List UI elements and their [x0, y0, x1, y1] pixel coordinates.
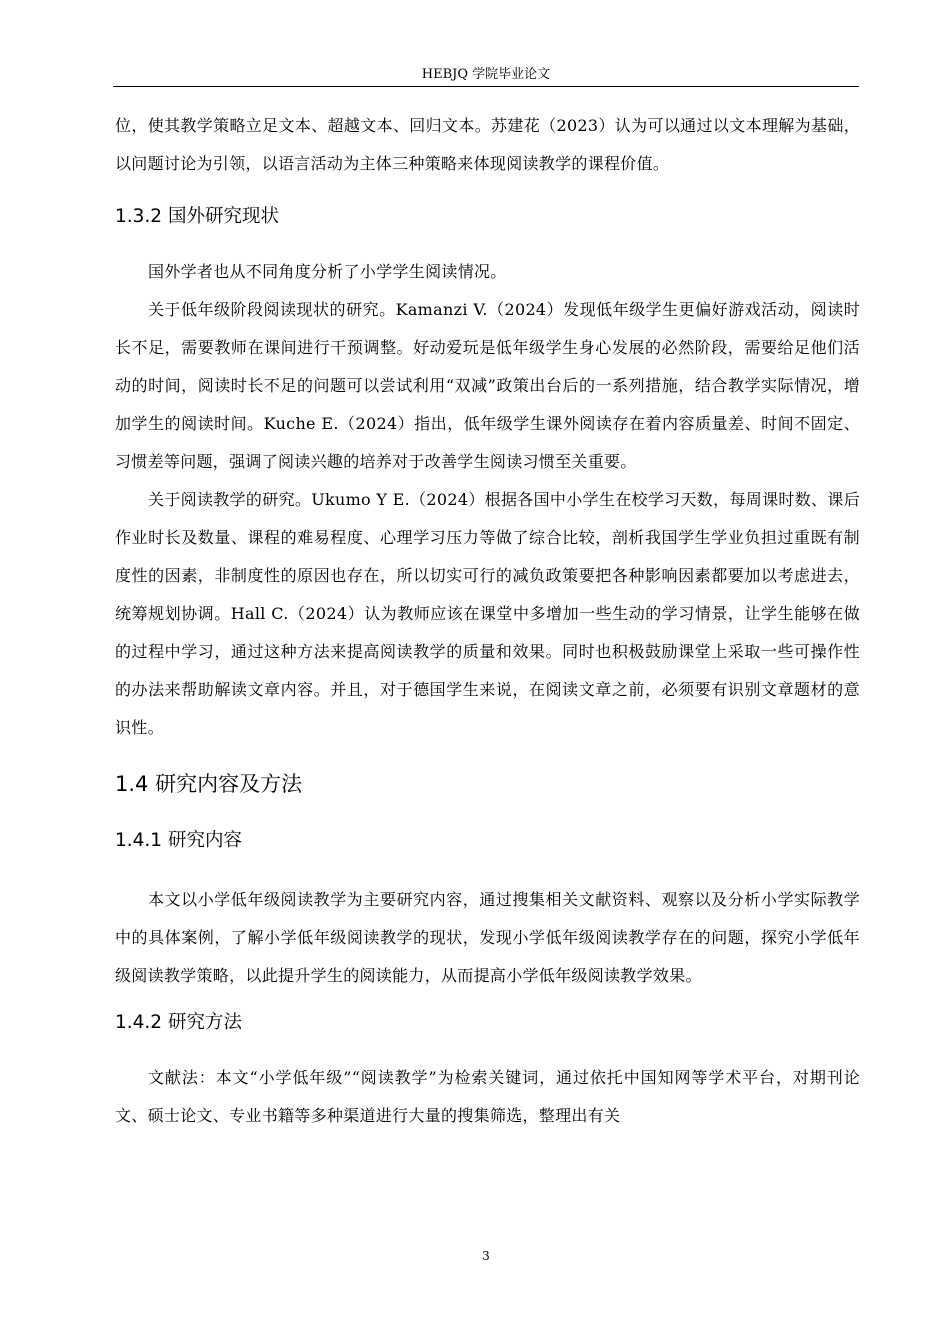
- header-rule: [113, 86, 859, 87]
- paragraph-foreign-intro: 国外学者也从不同角度分析了小学学生阅读情况。: [148, 262, 507, 281]
- page-number: 3: [482, 1249, 490, 1263]
- section-heading-1-4: 1.4 研究内容及方法: [115, 772, 303, 796]
- running-header: HEBJQ 学院毕业论文: [421, 67, 551, 82]
- section-heading-1-4-1: 1.4.1 研究内容: [115, 830, 242, 851]
- paragraph-literature-method: 文献法：本文“小学低年级”“阅读教学”为检索关键词，通过依托中国知网等学术平台，对期刊论文、硕士论文、专业书籍等多种渠道进行大量的搜集筛选，整理出有关: [115, 1068, 860, 1125]
- paragraph-continuation: 位，使其教学策略立足文本、超越文本、回归文本。苏建花（2023）认为可以通过以文本理解为基础，以问题讨论为引领，以语言活动为主体三种策略来体现阅读教学的课程价值。: [115, 116, 860, 173]
- paragraph-reading-teaching: 关于阅读教学的研究。Ukumo Y E.（2024）根据各国中小学生在校学习天数，每周课时数、课后作业时长及数量、课程的难易程度、心理学习压力等做了综合比较，剖析我国学生学业负担过重既有制度性的因素，非制度性的原因也存在，所以切实可行的减负政策要把各种影响因素都要加以考虑进去，统筹规划协调。Hall C.（2024）认为教师应该在课堂中多增加一些生动的学习情景，让学生能够在做的过程中学习，通过这种方法来提高阅读教学的质量和效果。同时也积极鼓励课堂上采取一些可操作性的办法来帮助解读文章内容。并且，对于德国学生来说，在阅读文章之前，必须要有识别文章题材的意识性。: [115, 490, 860, 737]
- section-heading-1-3-2: 1.3.2 国外研究现状: [115, 206, 279, 227]
- section-heading-1-4-2: 1.4.2 研究方法: [115, 1012, 242, 1033]
- paragraph-lower-grade-reading: 关于低年级阶段阅读现状的研究。Kamanzi V.（2024）发现低年级学生更偏好游戏活动，阅读时长不足，需要教师在课间进行干预调整。好动爱玩是低年级学生身心发展的必然阶段，需要给足他们活动的时间，阅读时长不足的问题可以尝试利用“双减”政策出台后的一系列措施，结合教学实际情况，增加学生的阅读时间。Kuche E.（2024）指出，低年级学生课外阅读存在着内容质量差、时间不固定、习惯差等问题，强调了阅读兴趣的培养对于改善学生阅读习惯至关重要。: [115, 300, 860, 471]
- page-body: [115, 107, 860, 1135]
- paragraph-research-content: 本文以小学低年级阅读教学为主要研究内容，通过搜集相关文献资料、观察以及分析小学实际教学中的具体案例，了解小学低年级阅读教学的现状，发现小学低年级阅读教学存在的问题，探究小学低年级阅读教学策略，以此提升学生的阅读能力，从而提高小学低年级阅读教学效果。: [115, 890, 860, 985]
